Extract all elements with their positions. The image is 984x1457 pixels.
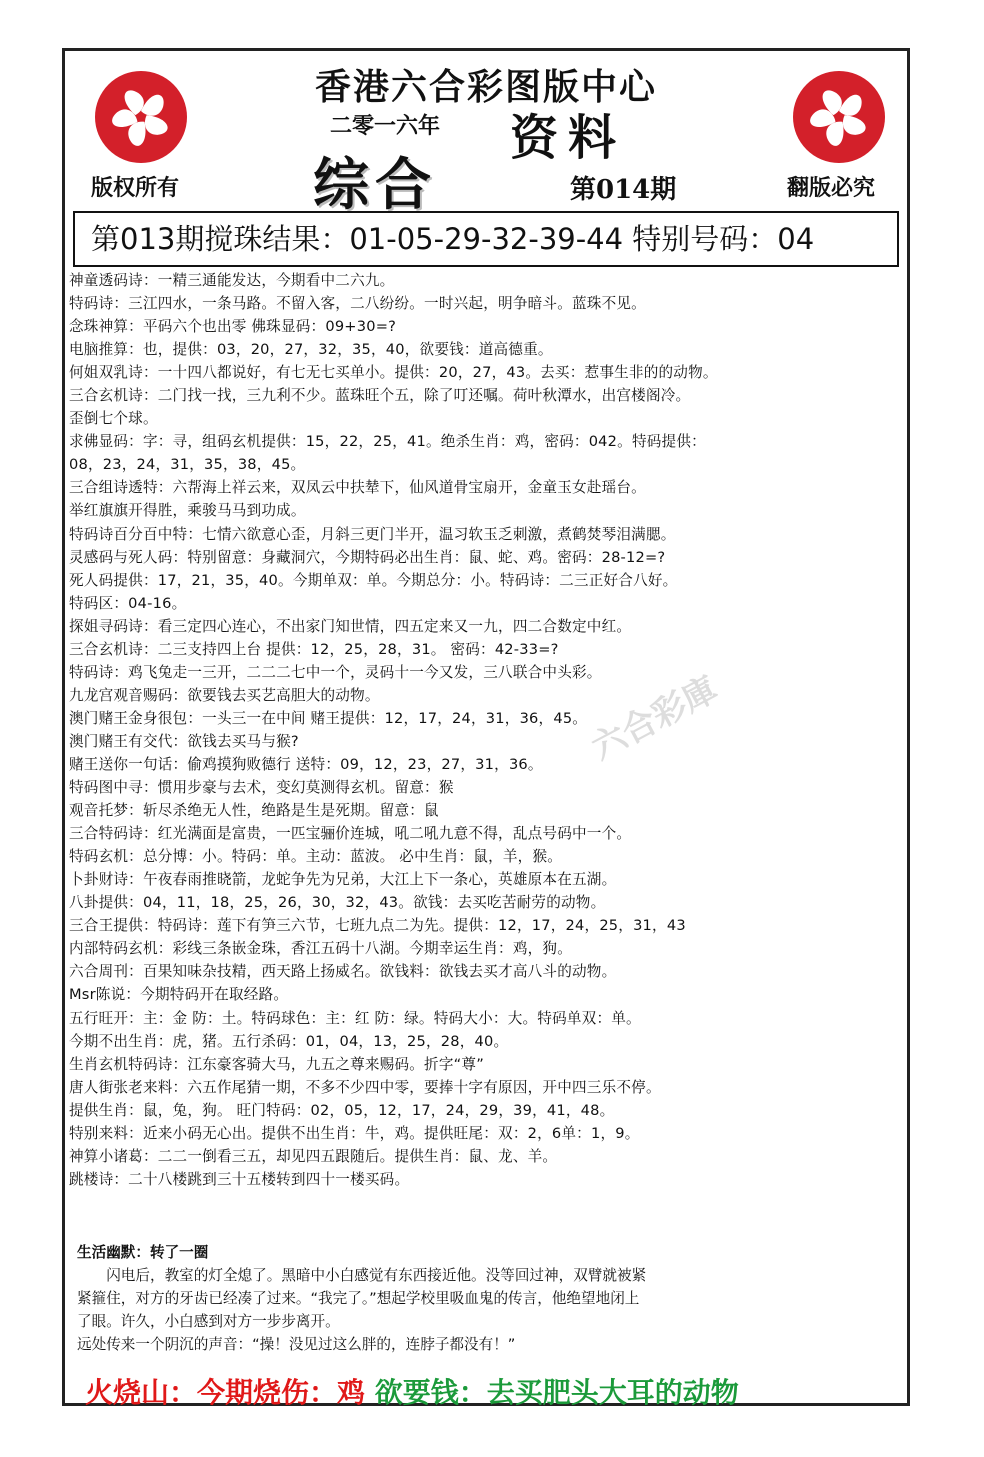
draw-result-bar: 第013期搅珠结果：01-05-29-32-39-44 特别号码：04 bbox=[73, 211, 899, 267]
prediction-line: 灵感码与死人码：特别留意：身藏洞穴，今期特码必出生肖：鼠、蛇、鸡。密码：28-12=? bbox=[69, 548, 666, 566]
prediction-line: 唐人街张老来料：六五作尾猜一期，不多不少四中零，要捧十字有原因，开中四三乐不停。 bbox=[69, 1078, 661, 1096]
prediction-line: 三合组诗透特：六帮海上祥云来，双凤云中扶辇下，仙风道骨宝扇开，金童玉女赴瑶台。 bbox=[69, 479, 646, 497]
prediction-line: 赌王送你一句话：偷鸡摸狗败德行 送特：09，12，23，27，31，36。 bbox=[69, 755, 543, 773]
humor-story bbox=[77, 1241, 903, 1356]
prediction-line: 观音托梦：斩尽杀绝无人性，绝路是生是死期。留意：鼠 bbox=[69, 802, 439, 820]
prediction-line: 三合玄机诗：二三支持四上台 提供：12，25，28，31。 密码：42-33=? bbox=[69, 640, 559, 658]
copyright-label: 版权所有 bbox=[91, 175, 180, 201]
prediction-line: 澳门赌王有交代：欲钱去买马与猴? bbox=[69, 732, 299, 750]
prediction-line: 念珠神算：平码六个也出零 佛珠显码：09+30=? bbox=[69, 318, 397, 336]
prediction-line: 神童透码诗：一精三通能发达，今期看中二六九。 bbox=[69, 272, 395, 289]
prediction-line: 08，23，24，31，35，38，45。 bbox=[69, 456, 306, 474]
prediction-line: 卜卦财诗：午夜春雨推晓箭，龙蛇争先为兄弟，大江上下一条心，英雄原本在五湖。 bbox=[69, 871, 617, 889]
prediction-line: 八卦提供：04，11，18，25，26，30，32，43。欲钱：去买吃苦耐劳的动物。 bbox=[69, 894, 606, 912]
prediction-line: 特码图中寻：惯用步豪与去术，变幻莫测得玄机。留意：猴 bbox=[69, 779, 454, 797]
prediction-line: 提供生肖：鼠，兔，狗。 旺门特码：02，05，12，17，24，29，39，41，48。 bbox=[69, 1101, 615, 1119]
headline-zonghe: 综合 bbox=[313, 152, 437, 218]
headline-ziliao: 资料 bbox=[510, 110, 627, 166]
prediction-line: 求佛显码：字：寻，组码玄机提供：15，22，25，41。绝杀生肖：鸡，密码：042。特码提供： bbox=[69, 433, 706, 451]
prediction-line: 神算小诸葛：二二一倒看三五，却见四五跟随后。提供生肖：鼠、龙、羊。 bbox=[69, 1147, 558, 1165]
poster bbox=[62, 48, 910, 1409]
story-paragraph: 远处传来一个阴沉的声音：“操！没见过这么胖的，连脖子都没有！” bbox=[77, 1336, 516, 1353]
footer-money-text: 欲要钱：去买肥头大耳的动物 bbox=[374, 1376, 739, 1409]
prediction-line: 特码区：04-16。 bbox=[69, 594, 187, 612]
piracy-label: 翻版必究 bbox=[787, 175, 876, 201]
footer-slogan bbox=[85, 1371, 739, 1411]
prediction-line: Msr陈说：今期特码开在取经路。 bbox=[69, 986, 289, 1004]
watermark: 六合彩庫 bbox=[585, 669, 725, 769]
prediction-line: 内部特码玄机：彩线三条嵌金珠，香江五码十八湖。今期幸运生肖：鸡，狗。 bbox=[69, 940, 572, 958]
poster-title: 香港六合彩图版中心 bbox=[314, 66, 657, 108]
prediction-line: 跳楼诗：二十八楼跳到三十五楼转到四十一楼买码。 bbox=[69, 1170, 410, 1188]
prediction-line: 三合玄机诗：二门找一找，三九利不少。蓝珠旺个五，除了叮还嘱。荷叶秋潭水，出宫楼阁冷。 bbox=[69, 387, 691, 405]
prediction-line: 特别来料：近来小码无心出。提供不出生肖：牛，鸡。提供旺尾：双：2，6单：1，9。 bbox=[69, 1124, 640, 1142]
prediction-lines bbox=[69, 269, 909, 1191]
prediction-line: 澳门赌王金身很包：一头三一在中间 赌王提供：12，17，24，31，36，45。 bbox=[69, 709, 588, 727]
prediction-line: 三合特码诗：红光满面是富贵，一匹宝骊价连城，吼二吼九意不得，乱点号码中一个。 bbox=[69, 825, 632, 843]
prediction-line: 何姐双乳诗：一十四八都说好，有七无七买单小。提供：20，27，43。去买：惹事生非的的动物。 bbox=[69, 364, 718, 382]
footer-burn-text: 火烧山：今期烧伤：鸡 bbox=[85, 1376, 366, 1409]
prediction-line: 特码诗：三江四水，一条马路。不留入客，二八纷纷。一时兴起，明争暗斗。蓝珠不见。 bbox=[69, 295, 646, 313]
story-paragraph: 紧箍住，对方的牙齿已经凑了过来。“我完了。”想起学校里吸血鬼的传言，他绝望地闭上 bbox=[77, 1290, 640, 1307]
prediction-line: 九龙宫观音赐码：欲要钱去买艺高胆大的动物。 bbox=[69, 686, 380, 704]
story-heading: 生活幽默：转了一圈 bbox=[77, 1244, 209, 1261]
prediction-line: 五行旺开：主：金 防：土。特码球色：主：红 防：绿。特码大小：大。特码单双：单。 bbox=[69, 1009, 641, 1027]
prediction-line: 特码玄机：总分博：小。特码：单。主动：蓝波。 必中生肖：鼠，羊，猴。 bbox=[69, 848, 563, 866]
issue-number: 第014期 bbox=[570, 175, 677, 205]
prediction-line: 特码诗百分百中特：七情六欲意心歪，月斜三更门半开，温习软玉乏刺激，煮鹤焚琴泪满腮。 bbox=[69, 525, 676, 543]
prediction-line: 三合王提供：特码诗：莲下有笋三六节，七班九点二为先。提供：12，17，24，25，31，43 bbox=[69, 917, 686, 935]
prediction-line: 特码诗：鸡飞兔走一三开，二二二七中一个，灵码十一今又发，三八联合中头彩。 bbox=[69, 663, 602, 681]
prediction-line: 电脑推算：也，提供：03，20，27，32，35，40，欲要钱：道高德重。 bbox=[69, 341, 553, 359]
prediction-line: 今期不出生肖：虎，猪。五行杀码：01，04，13，25，28，40。 bbox=[69, 1032, 509, 1050]
story-paragraph: 闪电后，教室的灯全熄了。黑暗中小白感觉有东西接近他。没等回过神，双臂就被紧 bbox=[77, 1267, 647, 1284]
story-paragraph: 了眼。许久，小白感到对方一步步离开。 bbox=[77, 1313, 340, 1330]
prediction-line: 探姐寻码诗：看三定四心连心，不出家门知世情，四五定来又一九，四二合数定中红。 bbox=[69, 617, 632, 635]
prediction-line: 歪倒七个球。 bbox=[69, 410, 158, 428]
prediction-line: 举红旗旗开得胜，乘骏马马到功成。 bbox=[69, 502, 306, 520]
prediction-line: 六合周刊：百果知味杂技精，西天路上扬威名。欲钱料：欲钱去买才高八斗的动物。 bbox=[69, 963, 617, 981]
prediction-line: 生肖玄机特码诗：江东豪客骑大马，九五之尊来赐码。折字“尊” bbox=[69, 1055, 484, 1073]
prediction-line: 死人码提供：17，21，35，40。今期单双：单。今期总分：小。特码诗：二三正好合八好。 bbox=[69, 571, 678, 589]
year-label: 二零一六年 bbox=[330, 113, 441, 139]
